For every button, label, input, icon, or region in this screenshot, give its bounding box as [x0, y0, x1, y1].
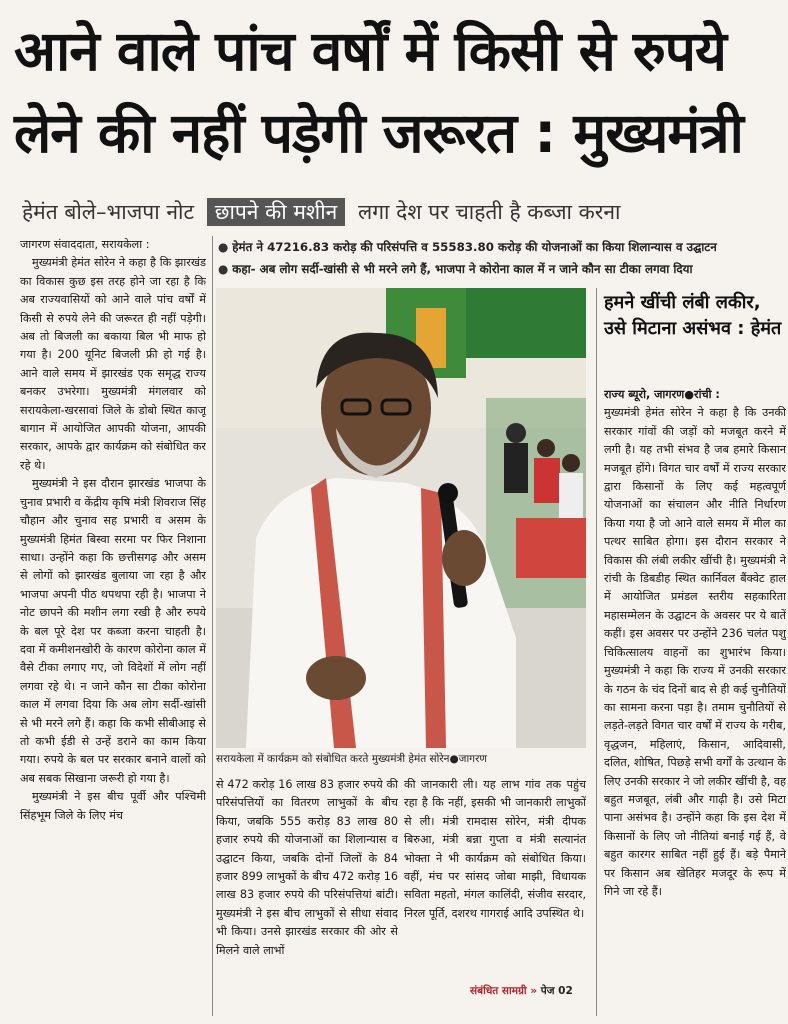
column-rule-1 — [212, 236, 213, 1016]
col3-text: की जानकारी ली। यह लाभ गांव तक पहुंच रहा है कि नहीं, इसकी भी जानकारी लाभुकों से ली। मंत्री रामदास सोरेन, मंत्री दीपक बिरुआ, मंत्री बन्ना गुप्ता व मंत्री सत्यानंत भोक्ता ने भी कार्यक्रम को संबोधित किया। वहीं, मंच पर सांसद जोबा माझी, विधायक सविता महतो, मंगल कालिंदी, संजीव सरदार, निरल पूर्ति, दशरथ गागराई आदि उपस्थित थे। — [404, 778, 586, 920]
headline-line-2: लेने की नहीं पड़ेगी जरूरत : मुख्यमंत्री — [14, 101, 743, 165]
sidebox-title: हमने खींची लंबी लकीर, उसे मिटाना असंभव : हेमंत — [604, 292, 782, 339]
col1-para-1: मुख्यमंत्री हेमंत सोरेन ने कहा है कि झारखंड का विकास कुछ इस तरह होने जा रहा है कि अब राज्यवासियों को आने वाले पांच वर्षों में किसी से रुपये लेने की जरूरत ही नहीं पड़ेगी। अब तो बिजली का बकाया बिल भी माफ हो गया है। 200 यूनिट बिजली फ्री हो गई है। आने वाले समय में झारखंड एक समृद्ध राज्य बनकर उभरेगा। मुख्यमंत्री मंगलवार को सरायकेला-खरसावां जिले के डोबो स्थित काजू बागान में आयोजित आपकी योजना, आपकी सरकार, आपके द्वार कार्यक्रम को संबोधित कर रहे थे। — [20, 256, 206, 472]
bullet-1-text: हेमंत ने 47216.83 करोड़ की परिसंपत्ति व 55583.80 करोड़ की योजनाओं का किया शिलान्यास व उद्घाटन — [232, 240, 717, 254]
sidebox-text: मुख्यमंत्री हेमंत सोरेन ने कहा है कि उनकी सरकार गांवों की जड़ों को मजबूत करने में लगी है। यह तभी संभव है जब हमारे किसान मजबूत होंगे। विगत चार वर्षों में राज्य सरकार द्वारा किसानों के लिए कई महत्वपूर्ण योजनाओं का संचालन और नीति निर्धारण किया गया है जो आने वाले समय में मील का पत्थर साबित होगा। इस दौरान सरकार ने विकास की लंबी लकीर खींची है। मुख्यमंत्री ने रांची के डिबडीह स्थित कार्निवल बैंक्वेट हाल में आयोजित प्रमंडल स्तरीय सहकारिता महासम्मेलन के उद्घाटन के अवसर पर ये बातें कहीं। इस अवसर पर उन्होंने 236 चलंत पशु चिकित्सालय वाहनों का शुभारंभ किया। मुख्यमंत्री ने कहा कि राज्य में उनकी सरकार के गठन के चंद दिनों बाद से ही कई चुनौतियों का सामना करना पड़ा है। तमाम चुनौतियों से लड़ते-लड़ते विगत चार वर्षों में राज्य के गरीब, वृद्धजन, महिलाएं, किसान, आदिवासी, दलित, शोषित, पिछड़े सभी वर्गों के उत्थान के लिए उनकी सरकार ने जो लकीर खींची है, वह बहुत मजबूत, लंबी और गाढ़ी है। उसे मिटा पाना असंभव है। उन्होंने कहा कि इस देश में किसानों के लिए जो नीतियां बनाई गई हैं, वे बहुत कारगर साबित नहीं हुई हैं। बड़े पैमाने पर किसान अब खेतिहर मजदूर के रूप में गिने जा रहे हैं। — [604, 406, 786, 898]
column-rule-2 — [596, 288, 597, 1016]
headline-line-1: आने वाले पांच वर्षों में किसी से रुपये — [14, 19, 726, 83]
bullet-2: ● कहा- अब लोग सर्दी-खांसी से भी मरने लगे हैं, भाजपा ने कोरोना काल में न जाने कौन सा टीका लगवा दिया — [218, 262, 693, 276]
photo-caption: सरायकेला में कार्यक्रम को संबोधित करते मुख्यमंत्री हेमंत सोरेन●जागरण — [216, 753, 487, 765]
related-page: पेज 02 — [540, 985, 573, 997]
subhead-before: हेमंत बोले–भाजपा नोट — [22, 200, 195, 224]
col1-para-3: मुख्यमंत्री ने इस बीच पूर्वी और पश्चिमी सिंहभूम जिले के लिए मंच — [20, 790, 206, 822]
article-column-1 — [20, 236, 206, 1016]
subhead-after: लगा देश पर चाहती है कब्जा करना — [358, 200, 621, 224]
dateline: जागरण संवाददाता, सरायकेला : — [20, 238, 150, 251]
sidebox-dateline: राज्य ब्यूरो, जागरण●रांची : — [604, 388, 720, 401]
bullet-list — [218, 236, 788, 280]
headline — [14, 10, 784, 174]
related-label: संबंधित सामग्री — [470, 985, 527, 997]
article-column-3 — [404, 776, 586, 972]
related-link[interactable] — [470, 984, 573, 998]
subhead-highlight: छापने की मशीन — [207, 198, 346, 226]
sidebox-body — [604, 386, 786, 1016]
photo-cm-speaking — [216, 288, 586, 748]
col2-text: से 472 करोड़ 16 लाख 83 हजार रुपये की परिसंपत्तियों का वितरण लाभुकों के बीच किया, जबकि 555 करोड़ 83 लाख 80 हजार रुपये की योजनाओं का शिलान्यास व उद्घाटन किया, जबकि दोनों जिलों के 84 हजार 899 लाभुकों के बीच 472 करोड़ 16 लाख 83 हजार रुपये की परिसंपत्तियां बांटी। मुख्यमंत्री ने इस बीच लाभुकों से सीधा संवाद भी किया। उनसे झारखंड सरकार की ओर से मिलने वाले लाभों — [216, 778, 398, 957]
related-arrow: » — [530, 985, 538, 997]
article-column-2 — [216, 776, 398, 1012]
subhead — [22, 192, 782, 232]
photo-illustration — [216, 288, 586, 748]
col1-para-2: मुख्यमंत्री ने इस दौरान झारखंड भाजपा के चुनाव प्रभारी व केंद्रीय कृषि मंत्री शिवराज सिंह चौहान और चुनाव सह प्रभारी व असम के मुख्यमंत्री हिमंत बिस्वा सरमा पर फिर निशाना साधा। उन्होंने कहा कि छत्तीसगढ़ और असम से लोगों को झारखंड बुलाया जा रहा है और भाजपा अपनी पीठ थपथपा रही है। भाजपा ने नोट छापने की मशीन लगा रखी है और रुपये के बल पूरे देश पर कब्जा करना चाहती है। दवा में कमीशनखोरी के कारण कोरोना काल में वैसे टीका लगाए गए, जो विदेशों में लोग नहीं लगवा रहे थे। न जाने कौन सा टीका कोरोना काल में लगवा दिया कि अब लोग सर्दी-खांसी से भी मरने लगे हैं। कहा कि कभी सीबीआइ से तो कभी ईडी से उन्हें डराने का काम किया गया। रुपये के बल पर सरकार बनाने वालों को अब सबक सिखाना जरूरी हो गया है। — [20, 477, 206, 785]
bullet-1: ● हेमंत ने 47216.83 करोड़ की परिसंपत्ति व 55583.80 करोड़ की योजनाओं का किया शिलान्यास व उद्घाटन — [218, 240, 717, 254]
bullet-2-text: कहा- अब लोग सर्दी-खांसी से भी मरने लगे हैं, भाजपा ने कोरोना काल में न जाने कौन सा टीका लगवा दिया — [232, 262, 693, 276]
